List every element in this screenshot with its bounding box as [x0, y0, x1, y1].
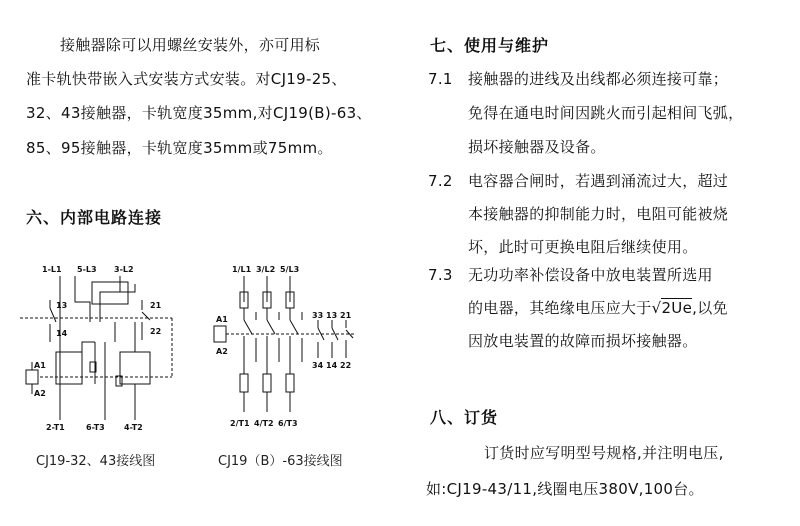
d2-label-5-l3: 5/L3 — [280, 265, 300, 274]
d1-label-1-l1: 1-L1 — [42, 265, 62, 274]
diagram-2-caption: CJ19（B）-63接线图 — [218, 454, 343, 469]
item-7-3-line-2-suffix: ,以免 — [692, 299, 728, 317]
d1-label-14: 14 — [56, 329, 68, 338]
section-6-title: 六、内部电路连接 — [26, 208, 163, 227]
d2-label-13: 13 — [326, 311, 338, 320]
item-7-3-line-1: 无功功率补偿设备中放电装置所选用 — [468, 266, 713, 284]
d2-label-22: 22 — [340, 361, 352, 370]
sqrt-symbol: √ — [651, 299, 662, 317]
d2-label-3-l2: 3/L2 — [256, 265, 276, 274]
diagram-1-caption: CJ19-32、43接线图 — [36, 454, 156, 469]
item-7-3-line-3: 因放电装置的故障而损坏接触器。 — [468, 332, 698, 350]
intro-line-1: 接触器除可以用螺丝安装外，亦可用标 — [60, 36, 321, 54]
item-7-3-line-2-text: 的电器，其绝缘电压应大于 — [468, 299, 652, 317]
item-7-1-line-1: 接触器的进线及出线都必须连接可靠； — [468, 70, 729, 88]
item-7-2-line-2: 本接触器的抑制能力时，电阻可能被烧 — [468, 205, 729, 223]
d2-label-14: 14 — [326, 361, 338, 370]
section-8-title: 八、订货 — [430, 408, 499, 427]
intro-line-3: 32、43接触器，卡轨宽度35mm,对CJ19(B)-63、 — [26, 104, 372, 122]
sqrt-text: 2Ue — [661, 299, 693, 317]
d1-label-2-t1: 2-T1 — [46, 423, 65, 432]
item-7-3-number: 7.3 — [428, 266, 453, 284]
order-line-2: 如:CJ19-43/11,线圈电压380V,100台。 — [426, 480, 704, 498]
d1-label-a1: A1 — [34, 361, 46, 370]
d1-label-21: 21 — [150, 301, 162, 310]
d2-label-4-t2: 4/T2 — [254, 419, 274, 428]
item-7-2-line-3: 坏，此时可更换电阻后继续使用。 — [468, 238, 698, 256]
section-7-title: 七、使用与维护 — [430, 36, 550, 55]
wiring-diagram-cj19b-63 — [210, 262, 370, 437]
d2-label-1-l1: 1/L1 — [232, 265, 252, 274]
d2-label-6-t3: 6/T3 — [278, 419, 298, 428]
wiring-diagram-cj19-32-43 — [20, 262, 200, 437]
d1-label-6-t3: 6-T3 — [86, 423, 105, 432]
d2-label-a2: A2 — [216, 347, 228, 356]
d2-label-34: 34 — [312, 361, 324, 370]
d2-label-2-t1: 2/T1 — [230, 419, 250, 428]
d2-label-33: 33 — [312, 311, 324, 320]
d1-label-3-l2: 3-L2 — [114, 265, 134, 274]
d1-label-4-t2: 4-T2 — [124, 423, 143, 432]
intro-line-4: 85、95接触器，卡轨宽度35mm或75mm。 — [26, 139, 333, 157]
d1-label-22: 22 — [150, 327, 162, 336]
item-7-3-line-2 — [468, 301, 728, 316]
d1-label-5-l3: 5-L3 — [77, 265, 97, 274]
item-7-2-number: 7.2 — [428, 172, 453, 190]
d2-label-21: 21 — [340, 311, 352, 320]
order-line-1: 订货时应写明型号规格,并注明电压, — [484, 444, 724, 462]
item-7-1-line-3: 损坏接触器及设备。 — [468, 138, 606, 156]
intro-line-2: 准卡轨快带嵌入式安装方式安装。对CJ19-25、 — [26, 70, 347, 88]
item-7-1-line-2: 免得在通电时间因跳火而引起相间飞弧， — [468, 104, 744, 122]
d1-label-13: 13 — [56, 301, 68, 310]
item-7-2-line-1: 电容器合闸时，若遇到涌流过大，超过 — [468, 172, 729, 190]
item-7-1-number: 7.1 — [428, 70, 453, 88]
d1-label-a2: A2 — [34, 389, 46, 398]
d2-label-a1: A1 — [216, 315, 228, 324]
